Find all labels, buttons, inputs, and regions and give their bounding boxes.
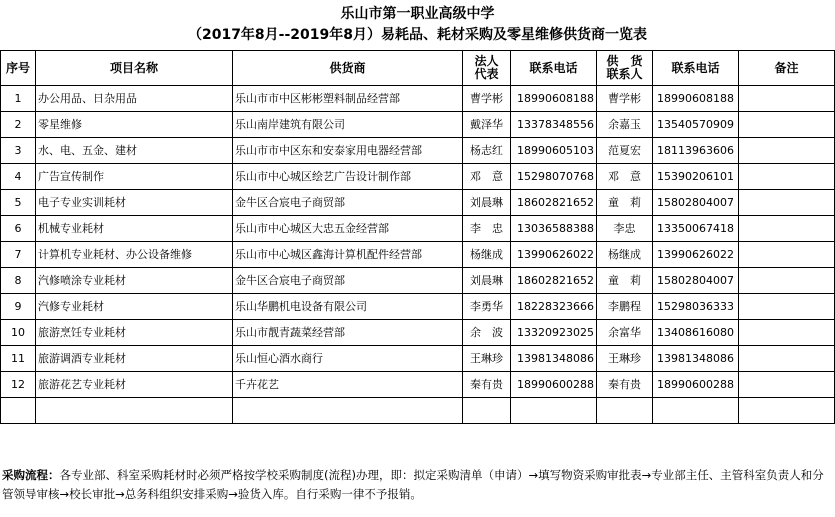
table-row <box>1 372 835 398</box>
cell-contact-phone: 13981348086 <box>653 346 739 372</box>
table-row-empty <box>1 398 835 424</box>
cell-phone: 13990626022 <box>511 242 597 268</box>
cell-contact: 余嘉玉 <box>597 112 653 138</box>
cell-contact: 王琳珍 <box>597 346 653 372</box>
header-phone: 联系电话 <box>511 51 597 86</box>
header-item: 项目名称 <box>36 51 233 86</box>
cell-supplier: 金牛区合宸电子商贸部 <box>233 190 463 216</box>
cell-legal-rep: 杨志红 <box>463 138 511 164</box>
cell-item: 旅游调酒专业耗材 <box>36 346 233 372</box>
cell-supplier: 乐山市市中区彬彬塑料制品经营部 <box>233 86 463 112</box>
cell-contact: 秦有贵 <box>597 372 653 398</box>
cell-contact-phone: 15298036333 <box>653 294 739 320</box>
cell-phone: 18602821652 <box>511 268 597 294</box>
cell-contact: 曹学彬 <box>597 86 653 112</box>
cell-contact-phone: 15390206101 <box>653 164 739 190</box>
header-legal-rep: 法人 代表 <box>463 51 511 86</box>
cell-item: 零星维修 <box>36 112 233 138</box>
table-header-row <box>1 51 835 86</box>
cell-supplier: 乐山市中心城区绘艺广告设计制作部 <box>233 164 463 190</box>
cell-contact: 童 莉 <box>597 190 653 216</box>
cell-contact-phone: 18990608188 <box>653 86 739 112</box>
header-contact-phone: 联系电话 <box>653 51 739 86</box>
cell-item: 办公用品、日杂用品 <box>36 86 233 112</box>
cell-contact: 杨继成 <box>597 242 653 268</box>
cell-legal-rep: 秦有贵 <box>463 372 511 398</box>
cell-remark <box>739 372 835 398</box>
cell-remark <box>739 294 835 320</box>
cell-legal-rep: 戴泽华 <box>463 112 511 138</box>
document-title: 乐山市第一职业高级中学 <box>340 6 495 22</box>
cell-remark <box>739 138 835 164</box>
cell-item: 汽修专业耗材 <box>36 294 233 320</box>
cell-legal-rep: 邓 意 <box>463 164 511 190</box>
cell-no: 2 <box>1 112 36 138</box>
cell-legal-rep: 刘晨琳 <box>463 190 511 216</box>
table-row <box>1 268 835 294</box>
cell-item: 旅游烹饪专业耗材 <box>36 320 233 346</box>
cell-supplier: 乐山市中心城区大忠五金经营部 <box>233 216 463 242</box>
cell-remark <box>739 268 835 294</box>
cell-remark <box>739 346 835 372</box>
cell-remark <box>739 190 835 216</box>
cell-no: 7 <box>1 242 36 268</box>
cell-no: 8 <box>1 268 36 294</box>
cell-phone: 13036588388 <box>511 216 597 242</box>
cell-remark <box>739 320 835 346</box>
cell-item: 广告宣传制作 <box>36 164 233 190</box>
cell-supplier: 金牛区合宸电子商贸部 <box>233 268 463 294</box>
cell-phone: 18228323666 <box>511 294 597 320</box>
document-subtitle: （2017年8月--2019年8月）易耗品、耗材采购及零星维修供货商一览表 <box>187 27 648 43</box>
table-row <box>1 294 835 320</box>
cell-contact: 李忠 <box>597 216 653 242</box>
cell-phone: 18602821652 <box>511 190 597 216</box>
header-supplier: 供货商 <box>233 51 463 86</box>
header-remark: 备注 <box>739 51 835 86</box>
cell-contact-phone: 18113963606 <box>653 138 739 164</box>
table-row <box>1 216 835 242</box>
table-row <box>1 320 835 346</box>
note-label: 采购流程： <box>2 468 60 482</box>
header-no: 序号 <box>1 51 36 86</box>
cell-legal-rep: 刘晨琳 <box>463 268 511 294</box>
cell-phone: 18990608188 <box>511 86 597 112</box>
cell-phone: 18990600288 <box>511 372 597 398</box>
cell-no: 9 <box>1 294 36 320</box>
cell-item: 电子专业实训耗材 <box>36 190 233 216</box>
cell-remark <box>739 86 835 112</box>
cell-legal-rep: 李 忠 <box>463 216 511 242</box>
cell-contact: 邓 意 <box>597 164 653 190</box>
cell-legal-rep: 李勇华 <box>463 294 511 320</box>
cell-supplier: 千卉花艺 <box>233 372 463 398</box>
cell-contact-phone: 13990626022 <box>653 242 739 268</box>
cell-phone: 13378348556 <box>511 112 597 138</box>
cell-supplier: 乐山市中心城区鑫海计算机配件经营部 <box>233 242 463 268</box>
table-row <box>1 112 835 138</box>
cell-remark <box>739 242 835 268</box>
note-text: 各专业部、科室采购耗材时必须严格按学校采购制度(流程)办理，即：拟定采购清单（申请）→填写物资采购审批表→专业部主任、主管科室负责人和分管领导审核→校长审批→总务科组织安排采购→验货入库。自行采购一律不予报销。 <box>2 468 824 501</box>
cell-no: 11 <box>1 346 36 372</box>
cell-no: 1 <box>1 86 36 112</box>
cell-legal-rep: 杨继成 <box>463 242 511 268</box>
cell-supplier: 乐山南岸建筑有限公司 <box>233 112 463 138</box>
cell-contact-phone: 15802804007 <box>653 268 739 294</box>
cell-phone: 18990605103 <box>511 138 597 164</box>
cell-supplier: 乐山恒心酒水商行 <box>233 346 463 372</box>
cell-no: 12 <box>1 372 36 398</box>
cell-contact-phone: 18990600288 <box>653 372 739 398</box>
cell-no: 6 <box>1 216 36 242</box>
cell-item: 计算机专业耗材、办公设备维修 <box>36 242 233 268</box>
cell-legal-rep: 曹学彬 <box>463 86 511 112</box>
procurement-note <box>2 466 832 504</box>
cell-item: 汽修喷涂专业耗材 <box>36 268 233 294</box>
table-row <box>1 86 835 112</box>
cell-contact-phone: 13540570909 <box>653 112 739 138</box>
cell-contact: 童 莉 <box>597 268 653 294</box>
cell-no: 5 <box>1 190 36 216</box>
cell-contact-phone: 15802804007 <box>653 190 739 216</box>
cell-remark <box>739 216 835 242</box>
cell-legal-rep: 王琳珍 <box>463 346 511 372</box>
cell-item: 旅游花艺专业耗材 <box>36 372 233 398</box>
table-row <box>1 242 835 268</box>
cell-no: 3 <box>1 138 36 164</box>
table-row <box>1 138 835 164</box>
cell-remark <box>739 112 835 138</box>
table-row <box>1 346 835 372</box>
cell-no: 10 <box>1 320 36 346</box>
cell-contact: 余富华 <box>597 320 653 346</box>
cell-remark <box>739 164 835 190</box>
header-contact: 供 货 联系人 <box>597 51 653 86</box>
cell-phone: 13320923025 <box>511 320 597 346</box>
cell-no: 4 <box>1 164 36 190</box>
cell-legal-rep: 余 波 <box>463 320 511 346</box>
cell-item: 水、电、五金、建材 <box>36 138 233 164</box>
cell-supplier: 乐山市靓青蔬菜经营部 <box>233 320 463 346</box>
table-row <box>1 164 835 190</box>
cell-supplier: 乐山华鹏机电设备有限公司 <box>233 294 463 320</box>
cell-contact: 范夏宏 <box>597 138 653 164</box>
cell-phone: 15298070768 <box>511 164 597 190</box>
supplier-table <box>0 50 835 424</box>
cell-item: 机械专业耗材 <box>36 216 233 242</box>
cell-supplier: 乐山市市中区东和安泰家用电器经营部 <box>233 138 463 164</box>
cell-contact: 李鹏程 <box>597 294 653 320</box>
cell-contact-phone: 13408616080 <box>653 320 739 346</box>
cell-phone: 13981348086 <box>511 346 597 372</box>
cell-contact-phone: 13350067418 <box>653 216 739 242</box>
table-row <box>1 190 835 216</box>
